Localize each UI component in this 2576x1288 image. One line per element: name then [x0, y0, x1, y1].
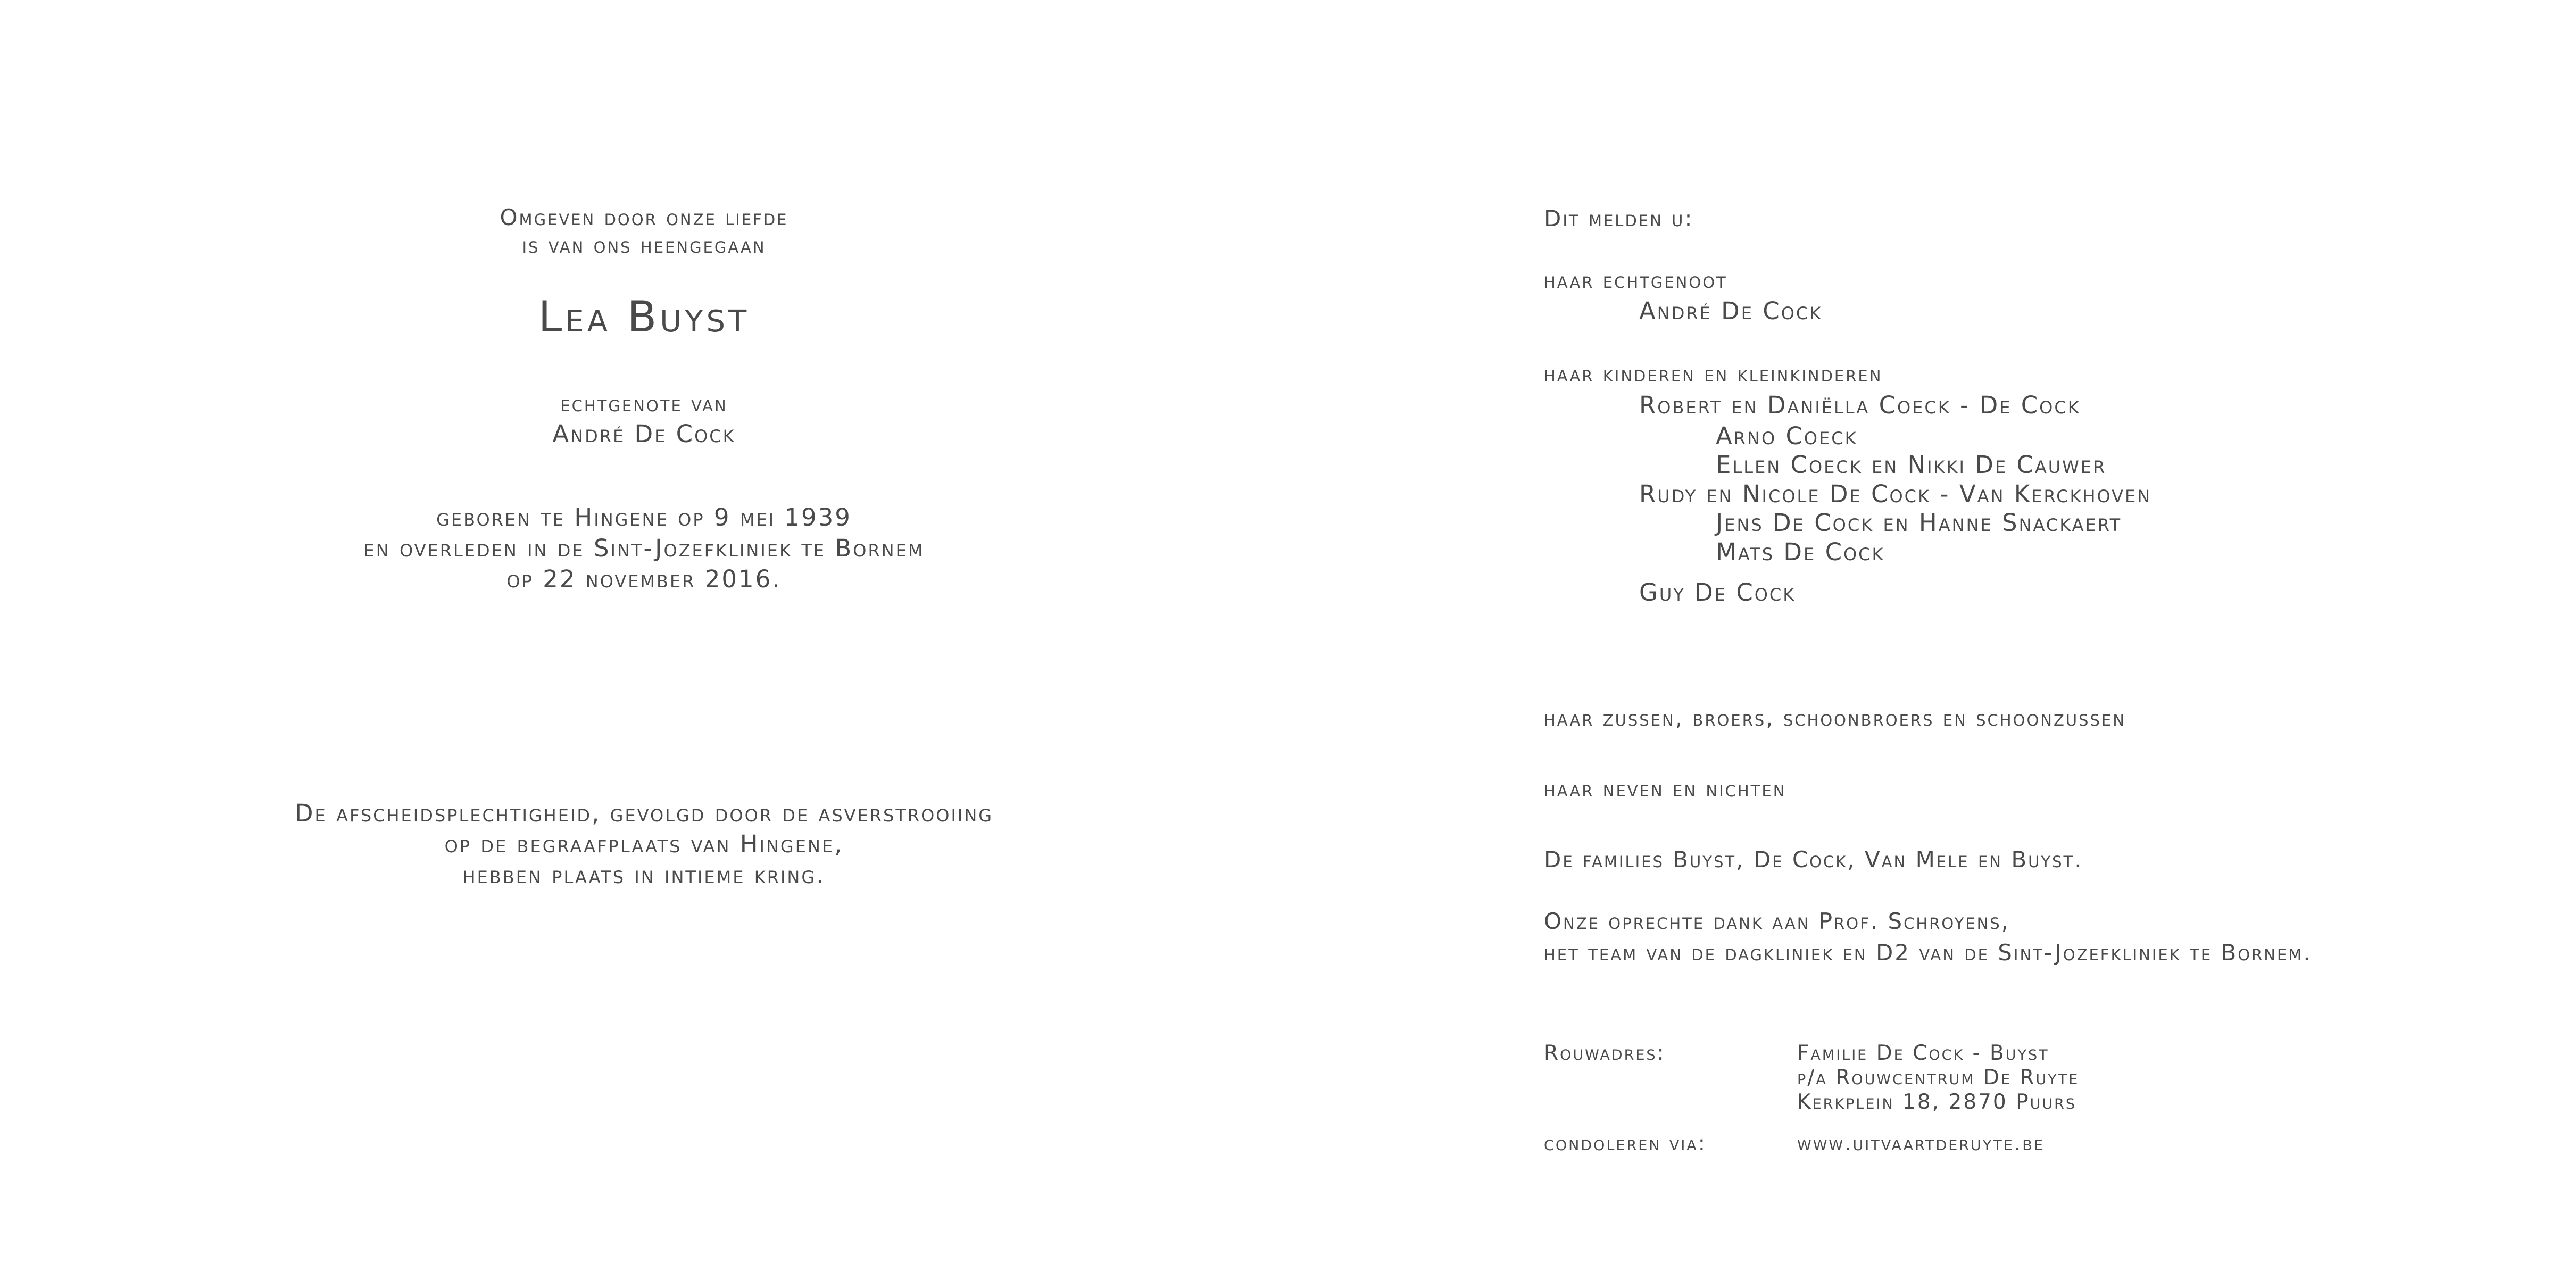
siblings-text: haar zussen, broers, schoonbroers en schoonzussen — [1544, 705, 2126, 731]
ceremony-line-1: De afscheidsplechtigheid, gevolgd door de asverstrooiing — [294, 799, 994, 827]
families-text: De families Buyst, De Cock, Van Mele en Buyst. — [1544, 846, 2083, 872]
spouse-label: echtgenote van — [560, 390, 728, 417]
child-3-name: Guy De Cock — [1639, 578, 1796, 606]
birth-line-3: op 22 november 2016. — [506, 565, 782, 593]
intro-line-1: Omgeven door onze liefde — [500, 204, 788, 230]
condolence-link[interactable]: www.uitvaartderuyte.be — [1797, 1132, 2045, 1156]
child-1-name: Robert en Daniëlla Coeck - De Cock — [1639, 391, 2081, 419]
condolence-label: condoleren via: — [1544, 1132, 1707, 1156]
spouse-name: André De Cock — [552, 420, 736, 448]
grandchild-1-1: Arno Coeck — [1716, 422, 1858, 450]
cousins-text: haar neven en nichten — [1544, 776, 1786, 802]
deceased-name: Lea Buyst — [538, 292, 750, 342]
grandchild-2-2: Mats De Cock — [1716, 538, 1885, 566]
husband-label: haar echtgenoot — [1544, 267, 1727, 293]
address-label: Rouwadres: — [1544, 1041, 1666, 1065]
ceremony-line-3: hebben plaats in intieme kring. — [462, 861, 826, 889]
thanks-line-2: het team van de dagkliniek en D2 van de Sint-Jozefkliniek te Bornem. — [1544, 940, 2312, 966]
thanks-line-1: Onze oprechte dank aan Prof. Schroyens, — [1544, 908, 2010, 934]
birth-line-1: geboren te Hingene op 9 mei 1939 — [436, 503, 852, 531]
birth-line-2: en overleden in de Sint-Jozefkliniek te Bornem — [363, 534, 925, 562]
grandchild-1-2: Ellen Coeck en Nikki De Cauwer — [1716, 451, 2107, 479]
announce-text: Dit melden u: — [1544, 205, 1694, 231]
children-label: haar kinderen en kleinkinderen — [1544, 361, 1883, 387]
address-line-2: p/a Rouwcentrum De Ruyte — [1797, 1066, 2080, 1090]
child-2-name: Rudy en Nicole De Cock - Van Kerckhoven — [1639, 480, 2152, 508]
grandchild-2-1: Jens De Cock en Hanne Snackaert — [1716, 509, 2122, 537]
ceremony-line-2: op de begraafplaats van Hingene, — [444, 830, 844, 858]
address-line-1: Familie De Cock - Buyst — [1797, 1041, 2049, 1065]
address-line-3: Kerkplein 18, 2870 Puurs — [1797, 1090, 2077, 1114]
husband-name: André De Cock — [1639, 297, 1823, 325]
intro-line-2: is van ons heengegaan — [522, 232, 766, 258]
